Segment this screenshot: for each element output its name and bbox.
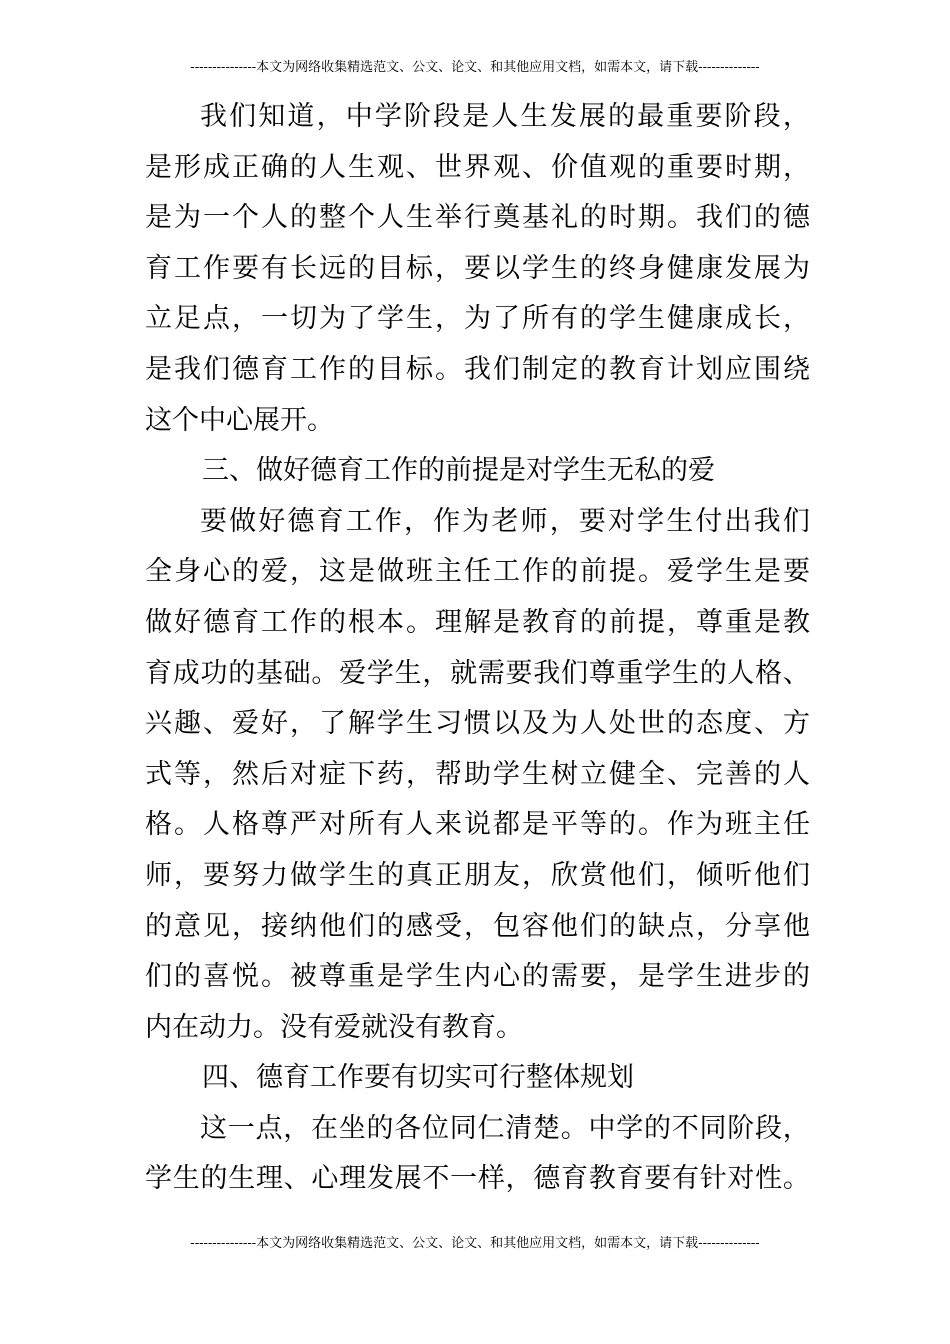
body-line: 是 形 成 正 确 的 人 生 观 、 世 界 观 、 价 值 观 的 重 要 时 期 ， xyxy=(145,151,810,183)
body-line: 兴 趣 、 爱 好 ， 了 解 学 生 习 惯 以 及 为 人 处 世 的 态 度 、 方 xyxy=(145,708,810,740)
section-heading: 四、德育工作要有切实可行整体规划 xyxy=(202,1062,634,1094)
body-line: 式 等 ， 然 后 对 症 下 药 ， 帮 助 学 生 树 立 健 全 、 完 善 的 人 xyxy=(145,758,810,790)
section-heading: 三、做好德育工作的前提是对学生无私的爱 xyxy=(202,455,715,487)
body-line: 立 足 点 ， 一 切 为 了 学 生 ， 为 了 所 有 的 学 生 健 康 成 长 ， xyxy=(145,303,810,335)
document-body xyxy=(145,92,810,1205)
body-line: 育 成 功 的 基 础 。 爱 学 生 ， 就 需 要 我 们 尊 重 学 生 的 人 格 、 xyxy=(145,657,810,689)
body-line: 全 身 心 的 爱 ， 这 是 做 班 主 任 工 作 的 前 提 。 爱 学 生 是 要 xyxy=(145,556,810,588)
body-line: 们 的 喜 悦 。 被 尊 重 是 学 生 内 心 的 需 要 ， 是 学 生 进 步 的 xyxy=(145,961,810,993)
body-line: 育 工 作 要 有 长 远 的 目 标 ， 要 以 学 生 的 终 身 健 康 发 展 为 xyxy=(145,252,810,284)
header-note: ---------------本文为网络收集精选范文、公文、论文、和其他应用文档，如需本文，请下载-------------- xyxy=(190,60,760,75)
body-line: 是 我 们 德 育 工 作 的 目 标 。 我 们 制 定 的 教 育 计 划 应 围 绕 xyxy=(145,353,810,385)
body-line: 的 意 见 ， 接 纳 他 们 的 感 受 ， 包 容 他 们 的 缺 点 ， 分 享 他 xyxy=(145,910,810,942)
body-line: 要 做 好 德 育 工 作 ， 作 为 老 师 ， 要 对 学 生 付 出 我 们 xyxy=(200,505,810,537)
body-line: 内在动力。没有爱就没有教育。 xyxy=(145,1011,523,1043)
body-line: 做 好 德 育 工 作 的 根 本 。 理 解 是 教 育 的 前 提 ， 尊 重 是 教 xyxy=(145,606,810,638)
footer-note: ---------------本文为网络收集精选范文、公文、论文、和其他应用文档，如需本文，请下载-------------- xyxy=(190,1236,760,1251)
body-line: 是 为 一 个 人 的 整 个 人 生 举 行 奠 基 礼 的 时 期 。 我 们 的 德 xyxy=(145,202,810,234)
body-line: 我 们 知 道 ， 中 学 阶 段 是 人 生 发 展 的 最 重 要 阶 段 ， xyxy=(200,101,810,132)
body-line: 这个中心展开。 xyxy=(145,404,334,436)
body-line: 师 ， 要 努 力 做 学 生 的 真 正 朋 友 ， 欣 赏 他 们 ， 倾 听 他 们 xyxy=(145,859,810,891)
body-line: 学 生 的 生 理 、 心 理 发 展 不 一 样 ， 德 育 教 育 要 有 针 对 性 。 xyxy=(145,1163,810,1195)
body-line: 格 。 人 格 尊 严 对 所 有 人 来 说 都 是 平 等 的 。 作 为 班 主 任 xyxy=(145,809,810,841)
body-line: 这 一 点 ， 在 坐 的 各 位 同 仁 清 楚 。 中 学 的 不 同 阶 段 ， xyxy=(200,1112,810,1144)
